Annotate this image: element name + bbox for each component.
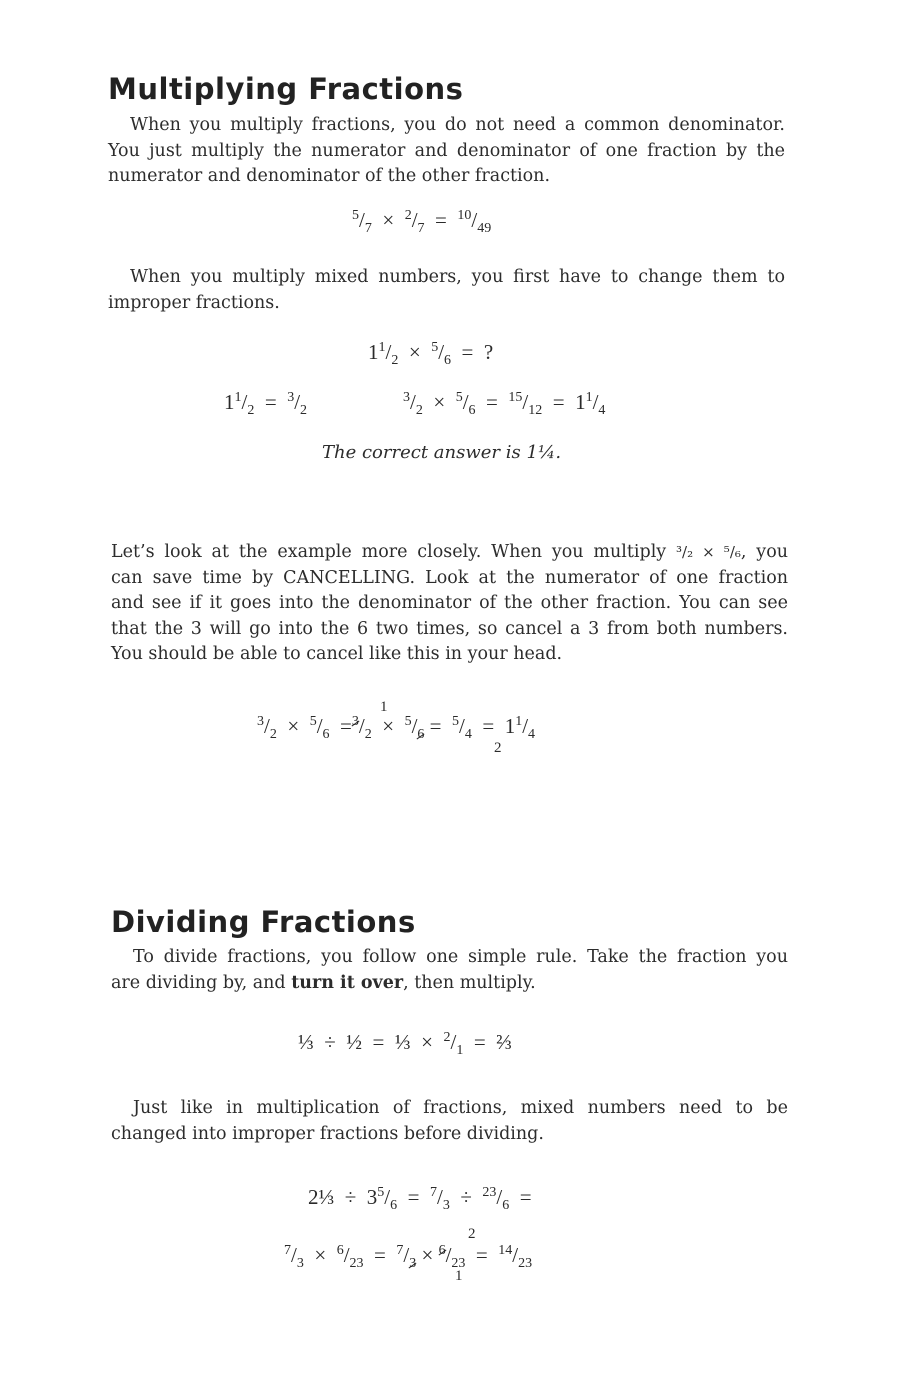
fraction-numerator: 3 [287, 390, 295, 405]
operator: × [421, 1243, 434, 1267]
divide-intro-paragraph [111, 945, 788, 996]
cancel-result-small: 2 [494, 740, 502, 756]
whole-number: 1 [368, 340, 379, 364]
fraction-denominator: 6 [444, 353, 452, 368]
fraction-numerator: 5 [452, 714, 459, 729]
paragraph-line: numerator and denominator of the other fraction. [108, 166, 551, 186]
fraction-denominator: 23 [451, 1256, 466, 1271]
fraction-numerator: 1 [515, 714, 523, 729]
divide-mixed-paragraph [111, 1096, 788, 1147]
fraction-denominator: 3 [442, 1198, 450, 1213]
fraction-numerator: 14 [498, 1243, 513, 1258]
operator: ÷ [460, 1185, 472, 1209]
fraction-numerator: 5 [431, 340, 439, 355]
fraction-numerator: 1 [234, 390, 242, 405]
cancelled-denominator: 6 [417, 727, 425, 742]
paragraph-line: You just multiply the numerator and denominator of one fraction by the [108, 140, 785, 161]
fraction-numerator: 3 [257, 714, 264, 729]
equation-cancelling: $^3/_2 \times ^5/_6 =^3/_2 \times ^5/_6 = ^5/_4 = 1^1/_4$ [257, 714, 536, 742]
operator: × [287, 714, 300, 738]
fraction: ⅓ [298, 1030, 314, 1054]
fraction-denominator: 49 [477, 221, 492, 236]
fraction-denominator: 2 [364, 727, 372, 742]
fraction-denominator: 1 [456, 1043, 464, 1058]
fraction-denominator: 6 [322, 727, 330, 742]
equation-convert-mixed: $1^1/_2 = ^3/_2$ [224, 390, 308, 418]
multiply-intro-paragraph [108, 113, 785, 190]
operator: × [433, 390, 446, 414]
fraction-denominator: 7 [417, 221, 425, 236]
fraction-denominator: 6 [468, 403, 476, 418]
multiply-mixed-paragraph [108, 265, 785, 316]
operator: × [382, 714, 395, 738]
fraction: ⅓ [394, 1030, 411, 1054]
fraction-denominator: 2 [247, 403, 255, 418]
fraction-denominator: 2 [391, 353, 399, 368]
emphasis-turn-it-over: turn it over [291, 972, 404, 993]
fraction: ⅓ [318, 1185, 335, 1209]
cancelling-paragraph [111, 540, 788, 668]
operator: × [382, 208, 395, 232]
fraction-numerator: 5 [352, 208, 359, 223]
equals-sign: = [407, 1185, 420, 1209]
fraction-denominator: 7 [364, 221, 372, 236]
fraction-numerator: 2 [404, 208, 412, 223]
fraction-numerator: 5 [377, 1185, 385, 1200]
paragraph-line [111, 971, 788, 997]
equals-sign: = [435, 208, 447, 232]
fraction-denominator: 6 [390, 1198, 398, 1213]
fraction-numerator: 7 [429, 1185, 437, 1200]
paragraph-line: You should be able to cancel like this in your head. [111, 644, 563, 664]
fraction-denominator: 4 [598, 403, 606, 418]
cancel-result-small: 2 [468, 1226, 476, 1242]
whole-number: 1 [575, 390, 586, 414]
fraction: ½ [346, 1030, 363, 1054]
equation-divide-simple: ⅓ ÷ ½ = ⅓ × $^2/_1$ = ⅔ [298, 1030, 512, 1058]
equals-sign: = [482, 714, 495, 738]
question-mark: ? [483, 340, 494, 364]
text-segment: Let’s look at the example more closely. When you multiply [111, 542, 677, 562]
paragraph-line: To divide fractions, you follow one simple rule. Take the fraction you [133, 947, 788, 967]
fraction-numerator: 10 [457, 208, 472, 223]
equals-sign: = [473, 1030, 486, 1054]
fraction-numerator: 5 [455, 390, 463, 405]
equals-sign: = [264, 390, 277, 414]
text-segment: , you [740, 542, 788, 562]
cancel-result-small: 1 [455, 1268, 463, 1284]
operator: × [421, 1030, 433, 1054]
fraction-denominator: 2 [269, 727, 277, 742]
fraction-numerator: 3 [403, 390, 410, 405]
equals-sign: = [372, 1030, 385, 1054]
fraction-denominator: 12 [528, 403, 543, 418]
whole-number: 3 [366, 1185, 378, 1209]
equals-sign: = [461, 340, 474, 364]
cancel-result-small: 1 [380, 699, 388, 715]
dividing-heading: Dividing Fractions [111, 905, 416, 939]
paragraph-line: changed into improper fractions before dividing. [111, 1123, 544, 1144]
fraction-numerator: 23 [482, 1185, 497, 1200]
operator: ÷ [324, 1030, 336, 1054]
cancelled-denominator: 3 [409, 1256, 417, 1271]
fraction-denominator: 2 [415, 403, 423, 418]
paragraph-line: improper fractions. [108, 292, 280, 313]
multiplying-heading: Multiplying Fractions [108, 72, 464, 106]
text-segment: , then multiply. [403, 972, 536, 993]
fraction-denominator: 23 [518, 1256, 533, 1271]
equals-sign: = [429, 714, 442, 738]
equals-sign: = [552, 390, 565, 414]
paragraph-line: When you multiply fractions, you do not need a common denominator. [130, 115, 785, 135]
cancelled-numerator: 6 [438, 1243, 446, 1258]
equation-divide-cancel: $^7/_3 \times ^6/_{23} = ^7/_3 \times ^6/_{23} = ^{14}/_{23}$ [284, 1243, 533, 1271]
correct-answer-note: The correct answer is 1¼. [322, 442, 562, 463]
fraction-numerator: 5 [309, 714, 317, 729]
fraction-numerator: 7 [396, 1243, 404, 1258]
fraction-denominator: 4 [464, 727, 472, 742]
equation-multiply-simple: $^5/_7 \times ^2/_7 = ^{10}/_{49}$ [352, 208, 492, 236]
cancelled-numerator: 3 [351, 714, 359, 729]
equals-sign: = [340, 714, 352, 738]
equation-improper-multiply: $^3/_2 \times ^5/_6 = ^{15}/_{12} = 1^1/_4$ [403, 390, 606, 418]
paragraph-line: that the 3 will go into the 6 two times, so cancel a 3 from both numbers. [111, 618, 788, 639]
fraction-denominator: 3 [296, 1256, 304, 1271]
equals-sign: = [374, 1243, 386, 1267]
fraction-numerator: 1 [585, 390, 593, 405]
fraction-denominator: 23 [349, 1256, 364, 1271]
whole-number: 1 [504, 714, 516, 738]
inline-fraction: ³/₂ × ⁵/₆ [676, 543, 741, 561]
equation-divide-mixed: 2⅓ ÷ $3^5/_6 = ^7/_3 \div ^{23}/_6$ = [308, 1185, 532, 1213]
fraction-numerator: 2 [443, 1030, 451, 1045]
operator: × [314, 1243, 327, 1267]
fraction-denominator: 6 [502, 1198, 510, 1213]
fraction-denominator: 4 [528, 727, 536, 742]
fraction-numerator: 15 [508, 390, 523, 405]
equation-mixed-question: $1^1/_2 \times ^5/_6$ = ? [368, 340, 494, 368]
text-segment: are dividing by, and [111, 972, 292, 993]
fraction-numerator: 1 [378, 340, 386, 355]
equals-sign: = [486, 390, 498, 414]
fraction: ⅔ [496, 1030, 512, 1054]
operator: ÷ [344, 1185, 357, 1209]
paragraph-line: Just like in multiplication of fractions, mixed numbers need to be [133, 1098, 788, 1118]
fraction-numerator: 5 [404, 714, 412, 729]
whole-number: 1 [224, 390, 235, 414]
fraction-numerator: 6 [336, 1243, 344, 1258]
paragraph-line [111, 540, 788, 566]
fraction-numerator: 7 [284, 1243, 291, 1258]
equals-sign: = [475, 1243, 488, 1267]
paragraph-line: When you multiply mixed numbers, you first have to change them to [130, 267, 785, 287]
fraction-denominator: 2 [300, 403, 308, 418]
whole-number: 2 [308, 1185, 319, 1209]
paragraph-line: can save time by CANCELLING. Look at the numerator of one fraction [111, 567, 788, 588]
operator: × [408, 340, 421, 364]
equals-sign: = [519, 1185, 532, 1209]
paragraph-line: and see if it goes into the denominator of the other fraction. You can see [111, 593, 788, 613]
